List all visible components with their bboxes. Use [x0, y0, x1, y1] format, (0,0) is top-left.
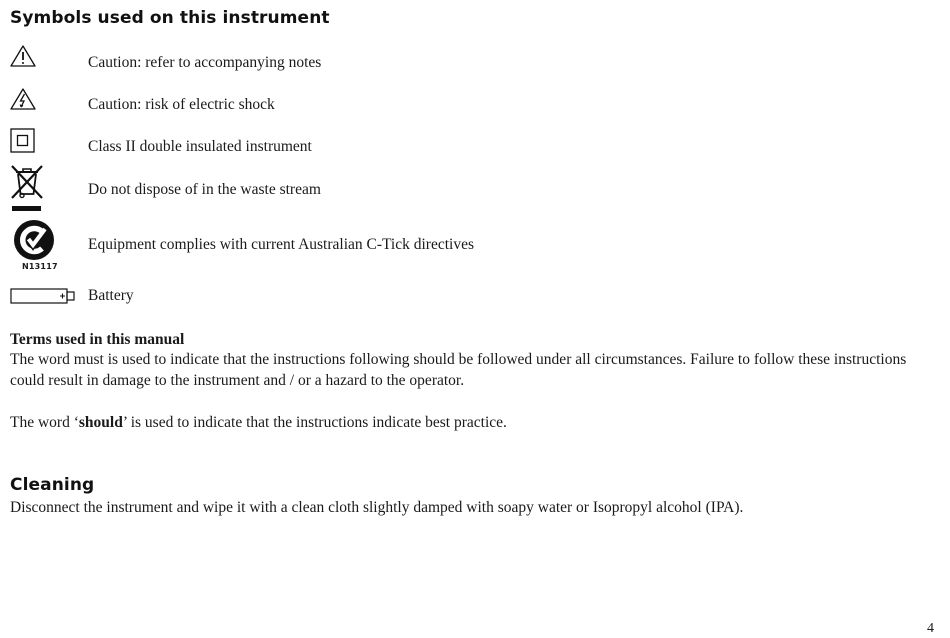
should-prefix: The word ‘: [10, 414, 79, 431]
should-keyword: should: [78, 414, 123, 431]
battery-icon: [10, 287, 76, 305]
caution-icon: [10, 45, 36, 67]
class-ii-insulation-icon: [10, 128, 36, 154]
symbols-heading: Symbols used on this instrument: [10, 8, 330, 28]
should-suffix: ’ is used to indicate that the instructions indicate best practice.: [122, 414, 507, 431]
symbol-weee-text: Do not dispose of in the waste stream: [88, 181, 321, 198]
terms-heading: Terms used in this manual: [10, 331, 185, 348]
c-tick-code: N13117: [22, 262, 58, 271]
cleaning-heading: Cleaning: [10, 475, 95, 495]
symbol-electric-shock-text: Caution: risk of electric shock: [88, 96, 275, 113]
symbol-c-tick-text: Equipment complies with current Australian C-Tick directives: [88, 236, 474, 253]
symbol-caution-text: Caution: refer to accompanying notes: [88, 54, 322, 71]
cleaning-text: Disconnect the instrument and wipe it with a clean cloth slightly damped with soapy water or Isopropyl alcohol (IPA).: [10, 499, 744, 516]
terms-paragraph-should: [10, 412, 925, 433]
symbol-battery-text: Battery: [88, 287, 134, 304]
symbol-class-ii-text: Class II double insulated instrument: [88, 138, 312, 155]
weee-crossed-bin-icon: [10, 164, 44, 214]
terms-paragraph-must: The word must is used to indicate that the instructions following should be followed under all circumstances. Failure to follow these instructions could result in damage to the instrument and / or a hazard to the operator.: [10, 351, 907, 389]
page-number: 4: [927, 621, 934, 636]
electric-shock-icon: [10, 88, 36, 110]
